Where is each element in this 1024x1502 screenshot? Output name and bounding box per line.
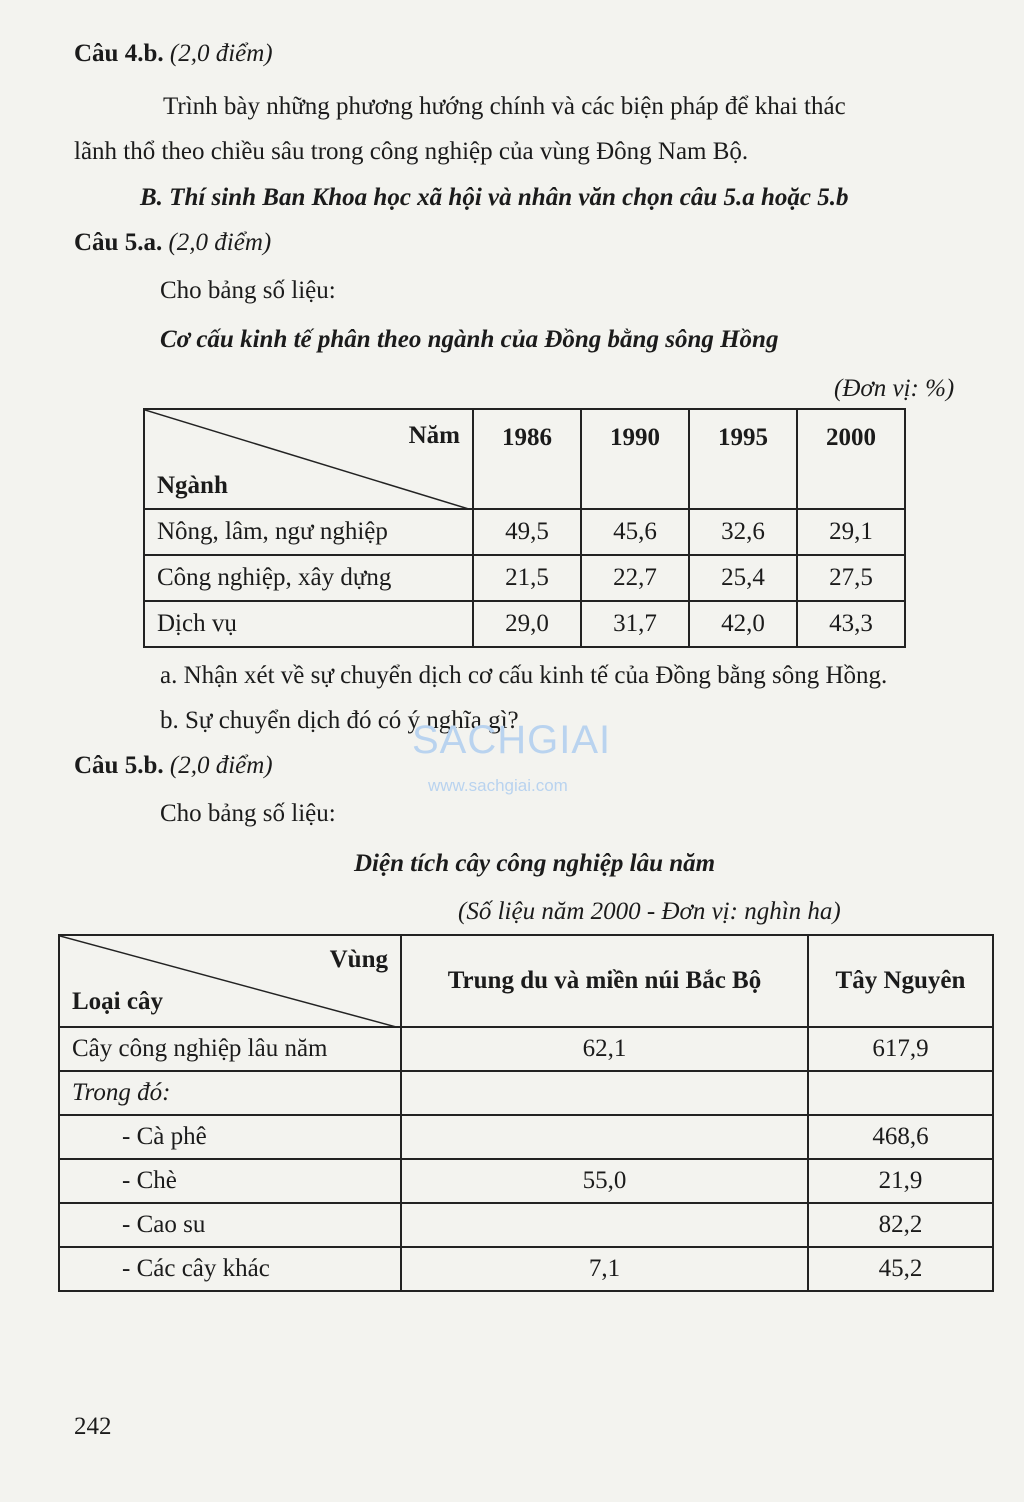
region-header: Trung du và miền núi Bắc Bộ [401, 935, 808, 1027]
cell-value: 31,7 [581, 601, 689, 647]
table-row [144, 509, 905, 555]
row-label: - Chè [59, 1159, 401, 1203]
question-label: Câu 5.b. [74, 752, 164, 779]
year-header: 1986 [473, 409, 581, 509]
cell-value: 55,0 [401, 1159, 808, 1203]
cell-value [401, 1203, 808, 1247]
watermark-logo: SACHGIAI [412, 718, 612, 762]
year-header: 2000 [797, 409, 905, 509]
row-label: - Cao su [59, 1203, 401, 1247]
row-label: Dịch vụ [144, 601, 473, 647]
table-row [59, 1247, 993, 1291]
cell-value: 468,6 [808, 1115, 993, 1159]
table1-corner-cell [144, 409, 473, 509]
cell-value: 43,3 [797, 601, 905, 647]
row-label: Cây công nghiệp lâu năm [59, 1027, 401, 1071]
row-label: - Cà phê [59, 1115, 401, 1159]
question-points: (2,0 điểm) [168, 229, 272, 256]
table1-title: Cơ cấu kinh tế phân theo ngành của Đồng bằng sông Hồng [160, 326, 779, 353]
cell-value [401, 1115, 808, 1159]
page-number: 242 [74, 1413, 112, 1440]
table-row [59, 1027, 993, 1071]
table2-title: Diện tích cây công nghiệp lâu năm [354, 850, 716, 877]
cell-value: 45,2 [808, 1247, 993, 1291]
question-points: (2,0 điểm) [169, 752, 273, 779]
year-header: 1995 [689, 409, 797, 509]
corner-bottom-label: Loại cây [72, 988, 163, 1015]
cell-value: 32,6 [689, 509, 797, 555]
table-row [144, 601, 905, 647]
corner-top-label: Vùng [329, 946, 388, 973]
cell-value: 62,1 [401, 1027, 808, 1071]
q5a-part-a: a. Nhận xét về sự chuyển dịch cơ cấu kinh tế của Đồng bằng sông Hồng. [160, 662, 888, 689]
question-label: Câu 4.b. [74, 40, 164, 67]
watermark-url: www.sachgiai.com [428, 776, 568, 795]
cell-value: 22,7 [581, 555, 689, 601]
region-header: Tây Nguyên [808, 935, 993, 1027]
table-row [144, 555, 905, 601]
cell-value: 21,5 [473, 555, 581, 601]
cell-value: 617,9 [808, 1027, 993, 1071]
row-label: Trong đó: [59, 1071, 401, 1115]
cell-value: 45,6 [581, 509, 689, 555]
cell-value: 21,9 [808, 1159, 993, 1203]
cell-value: 42,0 [689, 601, 797, 647]
table1-unit: (Đơn vị: %) [834, 375, 955, 402]
cell-value [401, 1071, 808, 1115]
cell-value: 25,4 [689, 555, 797, 601]
table-economic-structure [143, 408, 906, 648]
cell-value: 7,1 [401, 1247, 808, 1291]
row-label: - Các cây khác [59, 1247, 401, 1291]
corner-bottom-label: Ngành [157, 472, 228, 499]
cell-value: 82,2 [808, 1203, 993, 1247]
row-label: Nông, lâm, ngư nghiệp [144, 509, 473, 555]
corner-top-label: Năm [408, 422, 460, 449]
cell-value [808, 1071, 993, 1115]
q4b-text-line2: lãnh thổ theo chiều sâu trong công nghiệp của vùng Đông Nam Bộ. [74, 138, 749, 165]
q4b-text-line1: Trình bày những phương hướng chính và các biện pháp để khai thác [163, 93, 846, 120]
table2-unit: (Số liệu năm 2000 - Đơn vị: nghìn ha) [458, 898, 841, 925]
q5a-part-b: b. Sự chuyển dịch đó có ý nghĩa gì? [160, 707, 519, 734]
given-table-text: Cho bảng số liệu: [160, 277, 336, 304]
cell-value: 29,0 [473, 601, 581, 647]
cell-value: 29,1 [797, 509, 905, 555]
given-table-text: Cho bảng số liệu: [160, 800, 336, 827]
question-points: (2,0 điểm) [169, 40, 273, 67]
question-4b-heading [74, 40, 273, 68]
row-label: Công nghiệp, xây dựng [144, 555, 473, 601]
section-b-heading: B. Thí sinh Ban Khoa học xã hội và nhân văn chọn câu 5.a hoặc 5.b [140, 184, 849, 211]
table2-corner-cell [59, 935, 401, 1027]
table-perennial-crops [58, 934, 994, 1292]
question-label: Câu 5.a. [74, 229, 163, 256]
cell-value: 27,5 [797, 555, 905, 601]
table-row [59, 1115, 993, 1159]
table-row [59, 1071, 993, 1115]
cell-value: 49,5 [473, 509, 581, 555]
year-header: 1990 [581, 409, 689, 509]
question-5b-heading [74, 752, 273, 780]
table-row [59, 1159, 993, 1203]
question-5a-heading [74, 229, 271, 257]
table-row [59, 1203, 993, 1247]
